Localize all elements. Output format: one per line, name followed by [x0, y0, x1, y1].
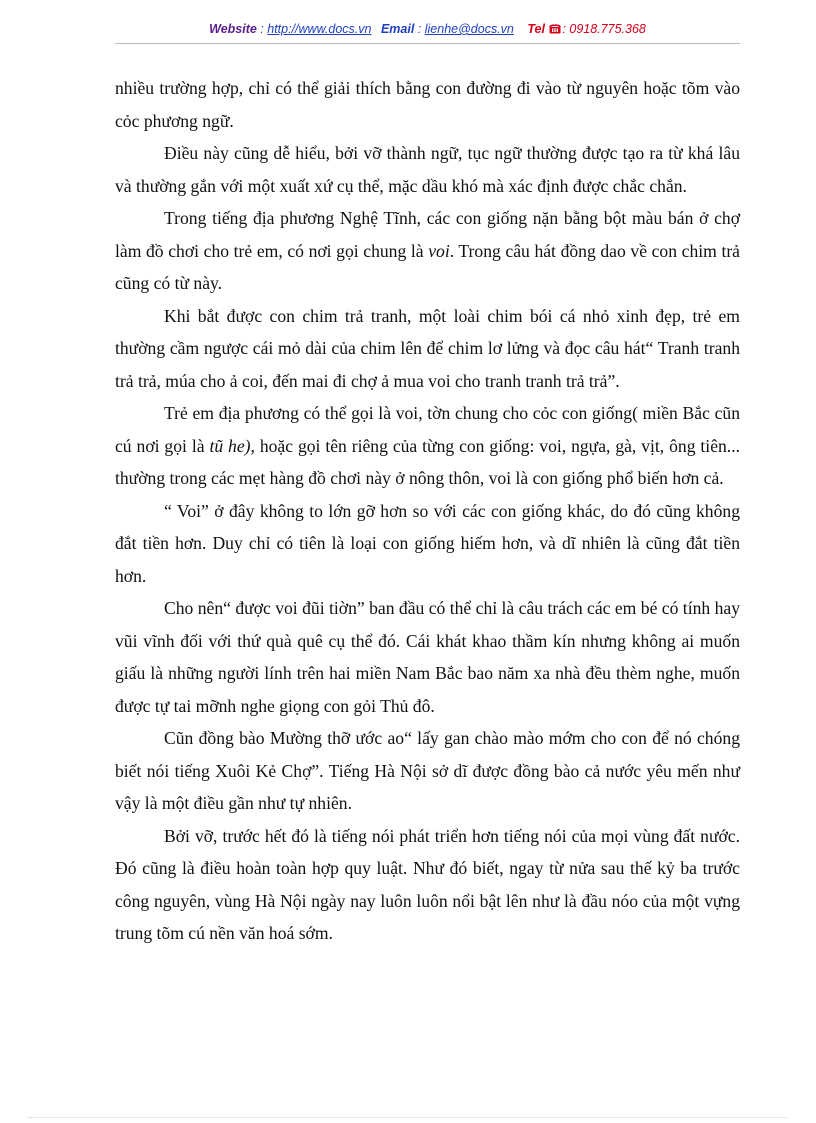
email-link[interactable]: lienhe@docs.vn	[424, 22, 514, 36]
tel-label: Tel	[527, 22, 545, 36]
header-divider	[115, 43, 740, 44]
paragraph-2: Điều này cũng dễ hiểu, bởi vỡ thành ngữ, tục ngữ thường được tạo ra từ khá lâu và thường gắn với một xuất xứ cụ thể, mặc dầu khó mà xác định được chắc chắn.	[115, 143, 740, 196]
paragraph-9: Bởi vỡ, trước hết đó là tiếng nói phát triển hơn tiếng nói của mọi vùng đất nước. Đó cũng là điều hoàn toàn hợp quy luật. Như đó biết, ngay từ nửa sau thế kỷ ba trước công nguyên, vùng Hà Nội ngày nay luôn luôn nổi bật lên như là đầu nóo của một vựng trung tõm cú nền văn hoá sớm.	[115, 825, 740, 943]
tel-number: : 0918.775.368	[562, 22, 646, 36]
paragraph-8: Cũn đồng bào Mường thỡ ước ao“ lấy gan chào mào mớm cho con để nó chóng biết nói tiếng Xuôi Kẻ Chợ”. Tiếng Hà Nội sở dĩ được đồng bào cả nước yêu mến như vậy là một điều gần như tự nhiên.	[115, 728, 740, 813]
footer-divider	[28, 1117, 788, 1118]
paragraph-6: “ Voi” ở đây không to lớn gỡ hơn so với các con giống khác, do đó cũng không đắt tiền hơn. Duy chỉ có tiên là loại con giống hiếm hơn, và dĩ nhiên là cũng đắt tiền hơn.	[115, 500, 740, 586]
paragraph-4: Khi bắt được con chim trả tranh, một loài chim bói cá nhỏ xinh đẹp, trẻ em thường cầm ngược cái mỏ dài của chim lên để chim lơ lửng và đọc câu hát“ Tranh tranh trả trả, múa cho ả coi, đến mai đi chợ ả mua voi cho tranh tranh trả trả”.	[115, 305, 740, 391]
phone-icon	[549, 23, 561, 33]
paragraph-3-text-b: . Trong câu hát đồng dao về con chim trả cũng có từ này.	[115, 240, 740, 293]
paragraph-5-text-b: hoặc gọi tên riêng của từng con giống: voi, ngựa, gà, vịt, ông tiên... thường trong các mẹt hàng đồ chơi này ở nông thôn, voi là con giống phổ biến hơn cả.	[115, 435, 740, 488]
paragraph-3	[115, 202, 740, 300]
paragraph-1: nhiều trường hợp, chỉ có thể giải thích bằng con đường đi vào từ nguyên hoặc tõm vào cỏc phương ngữ.	[115, 78, 740, 131]
page-header	[115, 22, 740, 44]
paragraph-7: Cho nên“ được voi đũi tiờn” ban đầu có thể chỉ là câu trách các em bé có tính hay vũi vĩnh đối với thứ quà quê cụ thể đó. Cái khát khao thầm kín nhưng không ai muốn giấu là những người lính trên hai miền Nam Bắc bao năm xa nhà đều thèm nghe, muốn được tự tai mỡnh nghe giọng con gỏi Thủ đô.	[115, 598, 740, 716]
document-body	[115, 72, 740, 950]
paragraph-5	[115, 397, 740, 495]
email-label: Email	[380, 22, 415, 36]
paragraph-3-italic: voi	[428, 240, 450, 261]
website-separator: :	[256, 22, 268, 36]
website-link[interactable]: http://www.docs.vn	[267, 22, 372, 36]
paragraph-3-text-a: Trong tiếng địa phương Nghệ Tĩnh, các con giống nặn bằng bột màu bán ở chợ làm đồ chơi cho trẻ em, có nơi gọi chung là	[115, 208, 740, 261]
email-separator: :	[414, 22, 425, 36]
paragraph-5-italic: tũ he),	[209, 435, 255, 456]
website-label: Website	[209, 22, 257, 36]
paragraph-5-text-a: Trẻ em địa phương có thể gọi là voi, tờn chung cho cỏc con giống( miền Bắc cũn cú nơi gọi là	[115, 403, 740, 456]
